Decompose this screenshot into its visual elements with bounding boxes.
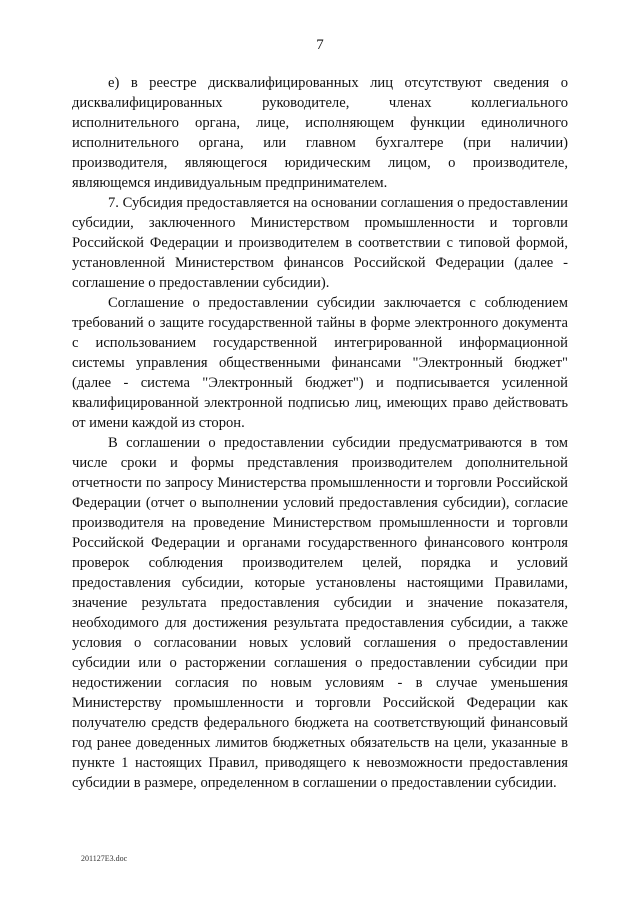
document-body [72, 73, 568, 793]
page-number: 7 [316, 37, 324, 53]
paragraph-agreement-signing: Соглашение о предоставлении субсидии заключается с соблюдением требований о защите государственной тайны в форме электронного документа с использованием государственной интегрированной информационной системы управления общественными финансами "Электронный бюджет" (далее - система "Электронный бюджет") и подписывается усиленной квалифицированной электронной подписью лиц, имеющих право действовать от имени каждой из сторон. [72, 295, 568, 431]
paragraph-item-e: е) в реестре дисквалифицированных лиц отсутствуют сведения о дисквалифицированных руководителе, членах коллегиального исполнительного органа, лице, исполняющем функции единоличного исполнительного органа, или главном бухгалтере (при наличии) производителя, являющегося юридическим лицом, о производителе, являющемся индивидуальным предпринимателем. [72, 75, 568, 191]
paragraph-clause-7: 7. Субсидия предоставляется на основании соглашения о предоставлении субсидии, заключенного Министерством промышленности и торговли Российской Федерации и производителем в соответствии с типовой формой, установленной Министерством финансов Российской Федерации (далее - соглашение о предоставлении субсидии). [72, 195, 568, 291]
document-filename: 201127E3.doc [81, 854, 128, 863]
paragraph-agreement-terms: В соглашении о предоставлении субсидии предусматриваются в том числе сроки и формы представления производителем дополнительной отчетности по запросу Министерства промышленности и торговли Российской Федерации (отчет о выполнении условий предоставления субсидии), согласие производителя на проведение Министерством промышленности и торговли Российской Федерации и органами государственного финансового контроля проверок соблюдения производителем целей, порядка и условий предоставления субсидии, которые установлены настоящими Правилами, значение результата предоставления субсидии и значение показателя, необходимого для достижения результата предоставления субсидии, а также условия о согласовании новых условий соглашения о предоставлении субсидии или о расторжении соглашения о предоставлении субсидии при недостижении согласия по новым условиям - в случае уменьшения Министерству промышленности и торговли Российской Федерации как получателю средств федерального бюджета на соответствующий финансовый год ранее доведенных лимитов бюджетных обязательств на цели, указанные в пункте 1 настоящих Правил, приводящего к невозможности предоставления субсидии в размере, определенном в соглашении о предоставлении субсидии. [72, 435, 568, 791]
